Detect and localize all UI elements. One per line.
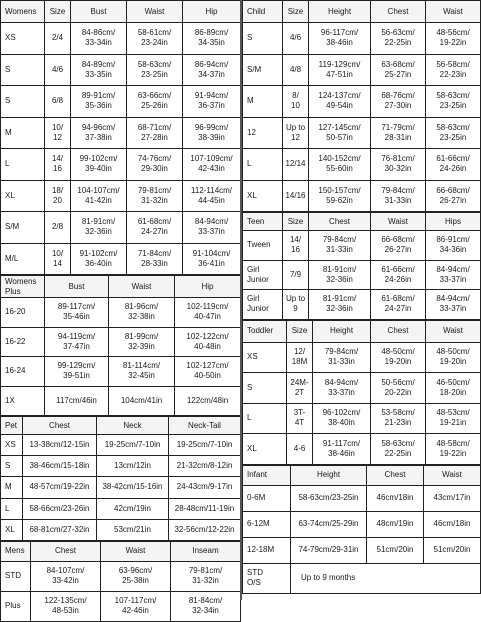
table-row [1,149,241,181]
column-header: Size [283,213,309,231]
row-label: XS [1,23,45,55]
table-row [1,180,241,212]
column-header: Womens Plus [1,276,45,298]
size-cell: 8/ 10 [283,86,309,118]
mens-size-table [0,541,240,622]
size-cell: 50-56cm/ 20-22in [371,373,426,404]
size-cell: 81-99cm/ 32-39in [109,327,175,357]
column-header: Waist [426,320,481,342]
size-cell: 6/8 [45,86,71,118]
column-header: Mens [1,541,31,561]
table-row [243,86,481,118]
size-cell: 46cm/18in [424,511,481,537]
column-header: Pet [1,417,23,435]
row-label: L [243,403,287,434]
size-cell: 91-102cm/ 36-40in [71,243,127,275]
column-header: Hips [426,213,481,231]
table-row [243,511,481,537]
child-size-table [242,0,480,212]
column-header: Womens [1,1,45,23]
column-header: Chest [371,1,426,23]
size-cell: 2/8 [45,212,71,244]
row-label: M/L [1,243,45,275]
size-cell: 14/ 16 [45,149,71,181]
table-header-row [243,465,481,485]
column-header: Hip [175,276,241,298]
table-row [1,386,241,416]
size-cell: 58-63cm/ 23-25in [426,86,481,118]
size-cell: 81-91cm/ 32-36in [71,212,127,244]
child-table-grid [242,0,481,212]
size-cell: 68-81cm/27-32in [23,519,97,540]
table-row [1,591,241,621]
table-row [1,357,241,387]
size-cell: 84-94cm/ 33-37in [426,290,481,320]
size-cell: 99-129cm/ 39-51in [45,357,109,387]
row-label: S/M [1,212,45,244]
left-column [0,0,240,622]
column-header: Toddler [243,320,287,342]
size-cell: 86-91cm/ 34-36in [426,231,481,261]
size-cell: 28-48cm/11-19in [169,498,241,519]
size-cell: 94-96cm/ 37-38in [71,117,127,149]
table-row [1,456,241,477]
size-cell: 48-57cm/19-22in [23,477,97,498]
size-cell: 48cm/19in [367,511,424,537]
column-header: Inseam [171,541,241,561]
size-cell: 51cm/20in [424,537,481,563]
row-label: M [1,477,23,498]
size-cell: 81-91cm/ 32-36in [309,290,371,320]
table-row [1,498,241,519]
row-label: XL [243,180,283,212]
size-cell: 13cm/12in [97,456,169,477]
size-cell: 140-152cm/ 55-60in [309,149,371,181]
size-cell: 107-109cm/ 42-43in [183,149,241,181]
column-header: Child [243,1,283,23]
column-header: Waist [424,465,481,485]
table-row [243,403,481,434]
toddler-table-grid [242,320,481,465]
size-cell: 48-58cm/ 19-22in [426,434,481,465]
size-cell: 53cm/21in [97,519,169,540]
right-column [242,0,480,594]
column-header: Chest [371,320,426,342]
column-header: Waist [109,276,175,298]
size-cell: 4/6 [45,54,71,86]
column-header: Chest [309,213,371,231]
table-row [1,477,241,498]
size-cell: 84-94cm/ 33-37in [183,212,241,244]
table-row [243,342,481,373]
size-cell: 66-68cm/ 26-27in [371,231,426,261]
size-cell: 58-63cm/ 22-25in [371,434,426,465]
size-cell: 46-50cm/ 18-20in [426,373,481,404]
size-cell: 81-91cm/ 32-36in [309,260,371,290]
column-header: Waist [127,1,183,23]
size-cell: 107-117cm/ 42-46in [101,591,171,621]
size-cell: 84-94cm/ 33-37in [313,373,371,404]
column-header: Neck-Tail [169,417,241,435]
table-row [1,54,241,86]
row-label: S [243,373,287,404]
row-label: S [243,23,283,55]
table-row [243,180,481,212]
row-label: 16-22 [1,327,45,357]
column-header: Chest [367,465,424,485]
row-label: 12 [243,117,283,149]
size-cell: 58-61cm/ 23-24in [127,23,183,55]
table-header-row [1,276,241,298]
size-cell: 68-76cm/ 27-30in [371,86,426,118]
size-cell: 2/4 [45,23,71,55]
table-row [243,434,481,465]
size-cell: 14/ 16 [283,231,309,261]
size-cell: 79-84cm/ 31-33in [371,180,426,212]
size-cell: 4/8 [283,54,309,86]
size-cell: 68-71cm/ 27-28in [127,117,183,149]
size-cell: 104cm/41in [109,386,175,416]
row-label: S [1,456,23,477]
size-cell: 13-38cm/12-15in [23,435,97,456]
column-header: Waist [426,1,481,23]
size-cell: 61-66cm/ 24-26in [371,260,426,290]
column-header: Teen [243,213,283,231]
row-label: S [1,86,45,118]
size-cell: 53-58cm/ 21-23in [371,403,426,434]
size-cell: 48-53cm/ 19-21in [426,403,481,434]
column-header: Chest [23,417,97,435]
row-label: Girl Junior [243,260,283,290]
table-row [243,260,481,290]
row-label: 1X [1,386,45,416]
size-cell: 12/14 [283,149,309,181]
size-cell: Up to 9 [283,290,309,320]
size-cell: 63-68cm/ 25-27in [371,54,426,86]
size-cell: 32-56cm/12-22in [169,519,241,540]
size-cell: 89-91cm/ 35-36in [71,86,127,118]
size-cell: 19-25cm/7-10in [169,435,241,456]
column-header: Hip [183,1,241,23]
column-header: Waist [101,541,171,561]
size-cell: 21-32cm/8-12in [169,456,241,477]
size-cell: 86-94cm/ 34-37in [183,54,241,86]
size-cell: Up to 12 [283,117,309,149]
row-label: S/M [243,54,283,86]
size-cell: 104-107cm/ 41-42in [71,180,127,212]
size-cell: 86-89cm/ 34-35in [183,23,241,55]
size-cell: 76-81cm/ 30-32in [371,149,426,181]
size-cell: 58-63cm/ 23-25in [426,117,481,149]
size-cell: 71-79cm/ 28-31in [371,117,426,149]
infant-size-table [242,465,480,594]
pet-size-table [0,416,240,541]
size-cell: 51cm/20in [367,537,424,563]
size-cell: 79-81cm/ 31-32in [127,180,183,212]
table-row [243,23,481,55]
size-cell: 150-157cm/ 59-62in [309,180,371,212]
row-label: M [1,117,45,149]
size-cell: 84-89cm/ 33-35in [71,54,127,86]
table-row [243,485,481,511]
table-row [243,537,481,563]
column-header: Height [309,1,371,23]
size-cell: 122cm/48in [175,386,241,416]
column-header: Height [313,320,371,342]
size-cell: 58-66cm/23-26in [23,498,97,519]
row-label: XS [243,342,287,373]
size-cell: 48-50cm/ 19-20in [371,342,426,373]
size-cell: 3T- 4T [287,403,313,434]
table-row [1,435,241,456]
row-label: XL [243,434,287,465]
row-label: STD [1,561,31,591]
size-cell: 18/ 20 [45,180,71,212]
table-header-row [243,320,481,342]
size-cell: 81-84cm/ 32-34in [171,591,241,621]
size-cell: 43cm/17in [424,485,481,511]
teen-size-table [242,212,480,320]
table-row [1,519,241,540]
size-cell: 66-68cm/ 26-27in [426,180,481,212]
table-row [243,54,481,86]
table-row [1,117,241,149]
table-header-row [1,1,241,23]
size-cell: 96-102cm/ 38-40in [313,403,371,434]
row-label: L [1,498,23,519]
size-cell: 38-46cm/15-18in [23,456,97,477]
size-cell: 58-63cm/23-25in [291,485,367,511]
size-cell: 79-84cm/ 31-33in [313,342,371,373]
row-label: XL [1,180,45,212]
size-cell: 58-63cm/ 23-25in [127,54,183,86]
size-cell: 127-145cm/ 50-57in [309,117,371,149]
row-label: 6-12M [243,511,291,537]
size-cell: 10/ 12 [45,117,71,149]
table-row [243,149,481,181]
table-row [243,231,481,261]
size-cell: 74-79cm/29-31in [291,537,367,563]
column-header: Bust [71,1,127,23]
size-cell: 112-114cm/ 44-45in [183,180,241,212]
size-cell: 102-122cm/ 40-48in [175,327,241,357]
column-header: Infant [243,465,291,485]
column-header: Neck [97,417,169,435]
size-cell: 89-117cm/ 35-46in [45,298,109,328]
size-cell: 24-43cm/9-17in [169,477,241,498]
size-cell: 79-84cm/ 31-33in [309,231,371,261]
size-cell: 42cm/19in [97,498,169,519]
womens-table-grid [0,0,241,275]
column-header: Size [45,1,71,23]
size-cell: 91-104cm/ 36-41in [183,243,241,275]
row-label: XL [1,519,23,540]
size-cell: 102-119cm/ 40-47in [175,298,241,328]
size-cell: 91-117cm/ 38-46in [313,434,371,465]
size-cell: 94-119cm/ 37-47in [45,327,109,357]
size-cell: 79-81cm/ 31-32in [171,561,241,591]
table-row [1,86,241,118]
row-label: 16-20 [1,298,45,328]
column-header: Waist [371,213,426,231]
table-row [1,23,241,55]
size-cell: 46cm/18in [367,485,424,511]
size-cell: 14/16 [283,180,309,212]
size-cell: 56-63cm/ 22-25in [371,23,426,55]
table-row [243,117,481,149]
size-cell: 4-6 [287,434,313,465]
size-cell: 4/6 [283,23,309,55]
size-cell: 84-107cm/ 33-42in [31,561,101,591]
row-label: Tween [243,231,283,261]
size-cell: 119-129cm/ 47-51in [309,54,371,86]
toddler-size-table [242,320,480,465]
row-label: S [1,54,45,86]
column-header: Size [287,320,313,342]
size-cell: 117cm/46in [45,386,109,416]
row-label: M [243,86,283,118]
row-label: L [1,149,45,181]
row-label: 16-24 [1,357,45,387]
size-cell: 48-56cm/ 19-22in [426,23,481,55]
infant-table-grid [242,465,481,594]
column-header: Size [283,1,309,23]
size-cell: 99-102cm/ 39-40in [71,149,127,181]
column-header: Height [291,465,367,485]
size-cell: 84-86cm/ 33-34in [71,23,127,55]
size-cell: 84-94cm/ 33-37in [426,260,481,290]
column-header: Chest [31,541,101,561]
size-cell: 74-76cm/ 29-30in [127,149,183,181]
table-header-row [243,213,481,231]
table-header-row [1,417,241,435]
size-cell: 91-94cm/ 36-37in [183,86,241,118]
table-row [1,327,241,357]
teen-table-grid [242,212,481,320]
womens-size-table [0,0,240,275]
table-row [243,373,481,404]
size-cell: 124-137cm/ 49-54in [309,86,371,118]
size-cell: 63-96cm/ 25-38in [101,561,171,591]
row-label: STD O/S [243,563,291,593]
size-cell: 12/ 18M [287,342,313,373]
row-label: L [243,149,283,181]
pet-table-grid [0,416,241,541]
table-header-row [243,1,481,23]
size-cell: 38-42cm/15-16in [97,477,169,498]
size-cell: 63-74cm/25-29in [291,511,367,537]
table-row [1,298,241,328]
table-row [1,212,241,244]
size-cell: Up to 9 months [291,563,481,593]
row-label: XS [1,435,23,456]
table-row [1,243,241,275]
size-cell: 63-66cm/ 25-26in [127,86,183,118]
row-label: Girl Junior [243,290,283,320]
table-row [243,290,481,320]
size-cell: 71-84cm/ 28-33in [127,243,183,275]
size-cell: 48-50cm/ 19-20in [426,342,481,373]
size-cell: 96-99cm/ 38-39in [183,117,241,149]
womens-plus-size-table [0,275,240,416]
size-cell: 56-58cm/ 22-23in [426,54,481,86]
mens-table-grid [0,541,241,622]
size-cell: 102-127cm/ 40-50in [175,357,241,387]
size-cell: 81-114cm/ 32-45in [109,357,175,387]
size-cell: 122-135cm/ 48-53in [31,591,101,621]
size-cell: 61-68cm/ 24-27in [371,290,426,320]
womens-plus-table-grid [0,275,241,416]
table-row-std [243,563,481,593]
row-label: 0-6M [243,485,291,511]
size-cell: 61-68cm/ 24-27in [127,212,183,244]
table-row [1,561,241,591]
row-label: Plus [1,591,31,621]
size-cell: 81-96cm/ 32-38in [109,298,175,328]
row-label: 12-18M [243,537,291,563]
table-header-row [1,541,241,561]
size-cell: 19-25cm/7-10in [97,435,169,456]
size-cell: 7/9 [283,260,309,290]
size-cell: 96-117cm/ 38-46in [309,23,371,55]
size-cell: 10/ 14 [45,243,71,275]
column-header: Bust [45,276,109,298]
size-cell: 61-66cm/ 24-26in [426,149,481,181]
size-cell: 24M- 2T [287,373,313,404]
